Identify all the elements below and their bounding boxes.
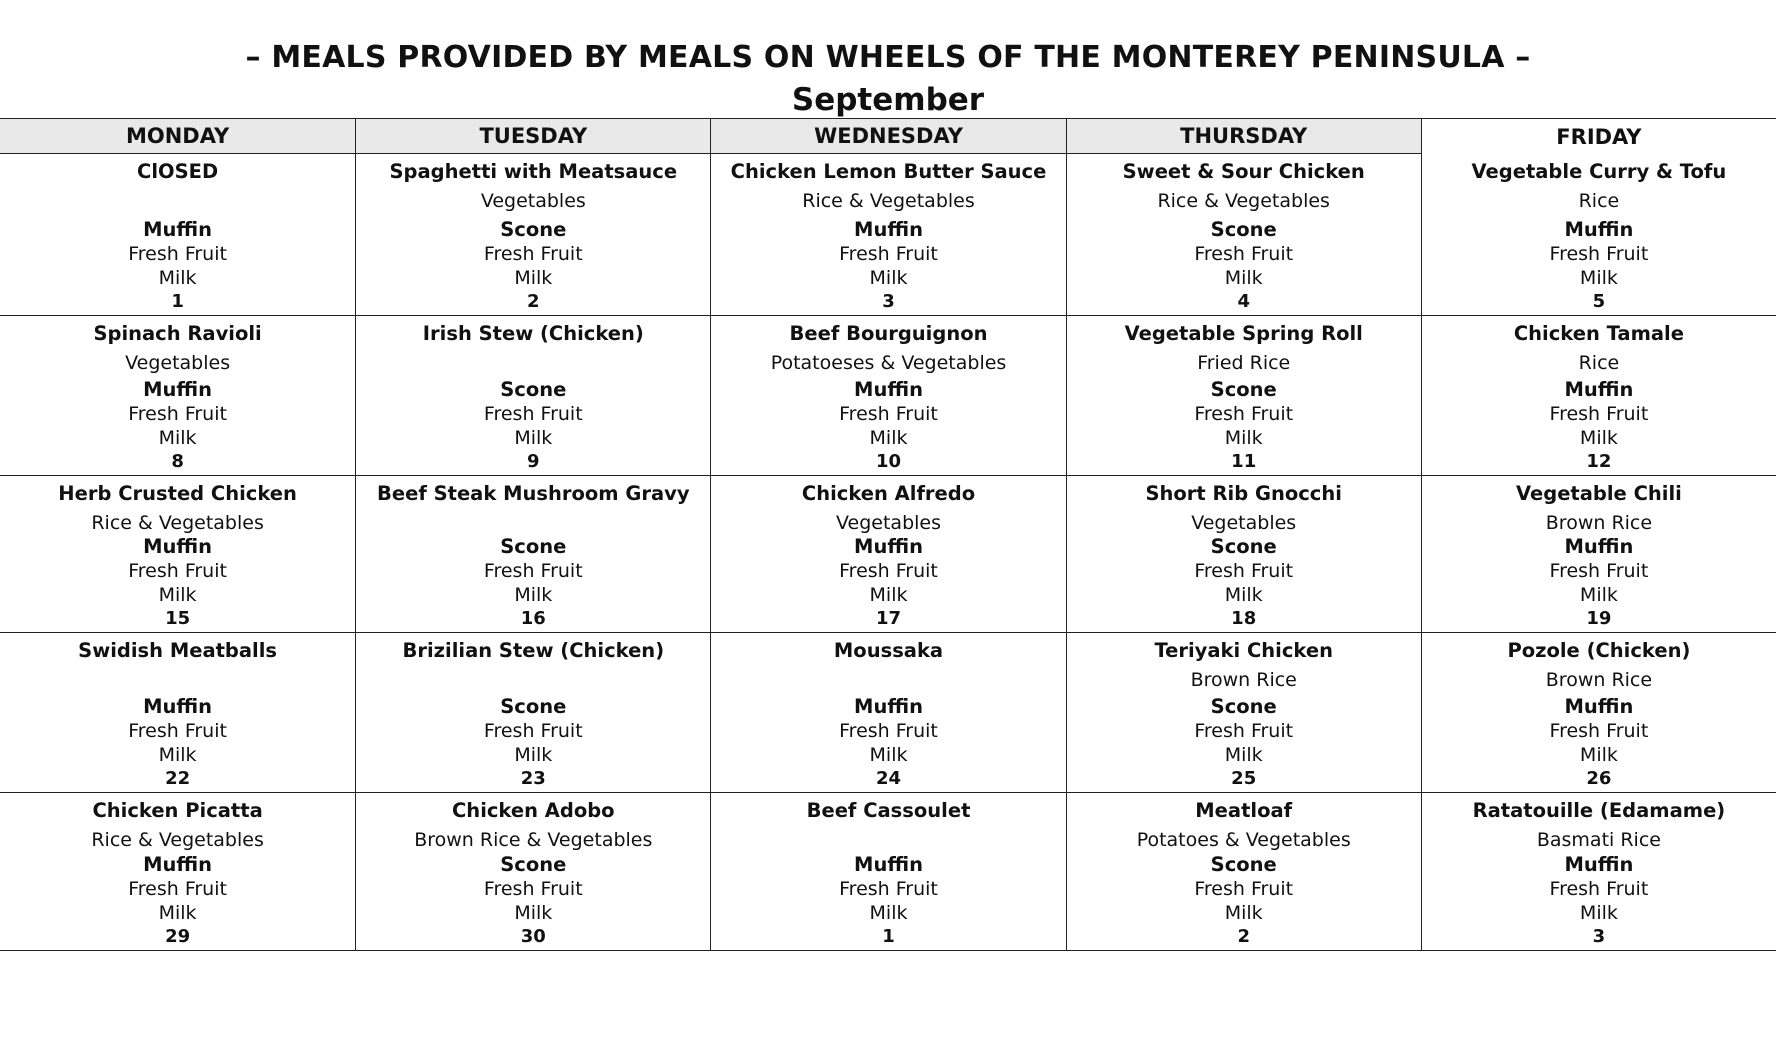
meal-extras xyxy=(0,853,355,949)
date-number: 18 xyxy=(1231,608,1257,629)
milk-item: Milk xyxy=(869,584,908,606)
day-cell xyxy=(1066,476,1421,632)
entree-name: Beef Cassoulet xyxy=(806,799,971,822)
side-dish xyxy=(0,666,355,694)
side-dish: Brown Rice xyxy=(1545,512,1653,534)
day-header-friday: FRIDAY xyxy=(1421,118,1776,154)
side-dish xyxy=(356,666,710,694)
day-cell xyxy=(710,633,1065,792)
fruit-item: Fresh Fruit xyxy=(128,403,227,425)
date-number: 17 xyxy=(875,608,902,629)
meal-calendar xyxy=(0,118,1776,951)
milk-item: Milk xyxy=(869,744,908,766)
milk-item: Milk xyxy=(1579,902,1618,924)
day-cell xyxy=(355,316,710,475)
date-number: 4 xyxy=(1237,291,1250,312)
milk-item: Milk xyxy=(1579,427,1618,449)
bread-item: Muffin xyxy=(1564,853,1634,876)
fruit-item: Fresh Fruit xyxy=(839,878,938,900)
milk-item: Milk xyxy=(158,584,197,606)
meal-extras xyxy=(356,695,710,791)
meal-extras xyxy=(1067,218,1421,314)
day-cell xyxy=(1421,316,1776,475)
side-dish: Vegetables xyxy=(836,512,941,534)
calendar-weeks xyxy=(0,154,1776,951)
milk-item: Milk xyxy=(514,427,553,449)
fruit-item: Fresh Fruit xyxy=(128,243,227,265)
side-dish: Basmati Rice xyxy=(1536,829,1661,851)
date-number: 10 xyxy=(875,451,902,472)
side-dish: Rice & Vegetables xyxy=(91,829,264,851)
fruit-item: Fresh Fruit xyxy=(1549,878,1649,900)
date-number: 24 xyxy=(875,768,902,789)
side-dish xyxy=(711,826,1065,854)
fruit-item: Fresh Fruit xyxy=(839,720,938,742)
day-cell xyxy=(710,154,1065,315)
date-number: 3 xyxy=(1592,926,1606,947)
meal-extras xyxy=(711,218,1065,314)
fruit-item: Fresh Fruit xyxy=(1194,403,1294,425)
fruit-item: Fresh Fruit xyxy=(483,560,583,582)
bread-item: Muffin xyxy=(854,853,923,876)
date-number: 2 xyxy=(1237,926,1250,947)
milk-item: Milk xyxy=(158,427,197,449)
entree-name: Teriyaki Chicken xyxy=(1154,639,1333,662)
fruit-item: Fresh Fruit xyxy=(839,243,938,265)
milk-item: Milk xyxy=(1579,584,1618,606)
milk-item: Milk xyxy=(158,267,197,289)
side-dish: Rice xyxy=(1578,190,1620,212)
milk-item: Milk xyxy=(514,902,553,924)
bread-item: Scone xyxy=(500,695,567,718)
side-dish: Potatoeses & Vegetables xyxy=(770,352,1007,374)
entree-name: Herb Crusted Chicken xyxy=(58,482,297,505)
meal-extras xyxy=(1067,853,1421,949)
milk-item: Milk xyxy=(1224,744,1263,766)
side-dish: Vegetables xyxy=(1191,512,1297,534)
meal-extras xyxy=(356,218,710,314)
date-number: 9 xyxy=(527,451,540,472)
bread-item: Muffin xyxy=(143,853,213,876)
fruit-item: Fresh Fruit xyxy=(1194,878,1294,900)
fruit-item: Fresh Fruit xyxy=(483,878,583,900)
entree-name: Beef Bourguignon xyxy=(789,322,988,345)
day-cell xyxy=(1421,793,1776,950)
entree-name: Chicken Tamale xyxy=(1513,322,1684,345)
fruit-item: Fresh Fruit xyxy=(128,720,227,742)
bread-item: Muffin xyxy=(854,378,923,401)
side-dish: Brown Rice xyxy=(1190,669,1297,691)
meal-extras xyxy=(1067,535,1421,631)
day-cell xyxy=(0,316,355,475)
meal-extras xyxy=(356,378,710,474)
date-number: 1 xyxy=(171,291,184,312)
bread-item: Muffin xyxy=(1564,218,1634,241)
date-number: 16 xyxy=(520,608,546,629)
milk-item: Milk xyxy=(158,902,197,924)
milk-item: Milk xyxy=(869,267,908,289)
bread-item: Scone xyxy=(1210,218,1277,241)
bread-item: Muffin xyxy=(854,695,923,718)
fruit-item: Fresh Fruit xyxy=(483,403,583,425)
meal-extras xyxy=(1422,378,1776,474)
date-number: 11 xyxy=(1231,451,1257,472)
day-cell xyxy=(0,154,355,315)
date-number: 5 xyxy=(1592,291,1606,312)
milk-item: Milk xyxy=(869,427,908,449)
bread-item: Scone xyxy=(1210,378,1277,401)
entree-name: Sweet & Sour Chicken xyxy=(1122,160,1365,183)
entree-name: Chicken Alfredo xyxy=(801,482,976,505)
date-number: 30 xyxy=(520,926,546,947)
side-dish xyxy=(0,187,355,215)
milk-item: Milk xyxy=(514,744,553,766)
day-cell xyxy=(0,793,355,950)
bread-item: Scone xyxy=(1210,535,1277,558)
side-dish: Potatoes & Vegetables xyxy=(1136,829,1351,851)
day-cell xyxy=(1421,633,1776,792)
week-row xyxy=(0,476,1776,633)
milk-item: Milk xyxy=(1224,902,1263,924)
date-number: 22 xyxy=(165,768,191,789)
day-cell xyxy=(1066,633,1421,792)
entree-name: Spinach Ravioli xyxy=(93,322,262,345)
date-number: 19 xyxy=(1586,608,1612,629)
fruit-item: Fresh Fruit xyxy=(483,243,583,265)
date-number: 15 xyxy=(165,608,191,629)
day-header-wednesday: WEDNESDAY xyxy=(710,118,1065,154)
entree-name: Short Rib Gnocchi xyxy=(1145,482,1342,505)
fruit-item: Fresh Fruit xyxy=(1194,720,1294,742)
milk-item: Milk xyxy=(158,744,197,766)
fruit-item: Fresh Fruit xyxy=(839,560,938,582)
entree-name: Vegetable Chili xyxy=(1516,482,1682,505)
week-row xyxy=(0,316,1776,476)
side-dish: Brown Rice xyxy=(1545,669,1653,691)
day-cell xyxy=(710,316,1065,475)
milk-item: Milk xyxy=(869,902,908,924)
bread-item: Muffin xyxy=(1564,535,1634,558)
side-dish: Rice xyxy=(1578,352,1620,374)
side-dish: Brown Rice & Vegetables xyxy=(414,829,653,851)
week-row xyxy=(0,793,1776,951)
meal-extras xyxy=(711,853,1065,949)
meal-extras xyxy=(1422,695,1776,791)
bread-item: Muffin xyxy=(1564,378,1634,401)
entree-name: Meatloaf xyxy=(1195,799,1293,822)
meal-extras xyxy=(0,535,355,631)
day-cell xyxy=(1066,316,1421,475)
meal-extras xyxy=(1067,378,1421,474)
day-cell xyxy=(1421,154,1776,315)
day-cell xyxy=(355,793,710,950)
fruit-item: Fresh Fruit xyxy=(1549,560,1649,582)
fruit-item: Fresh Fruit xyxy=(1549,243,1649,265)
day-header-row xyxy=(0,118,1776,154)
day-header-tuesday: TUESDAY xyxy=(355,118,710,154)
date-number: 1 xyxy=(882,926,895,947)
fruit-item: Fresh Fruit xyxy=(839,403,938,425)
entree-name: ClOSED xyxy=(137,160,219,183)
meal-extras xyxy=(0,218,355,314)
meal-extras xyxy=(356,853,710,949)
bread-item: Muffin xyxy=(143,695,213,718)
milk-item: Milk xyxy=(1224,427,1263,449)
entree-name: Swidish Meatballs xyxy=(78,639,278,662)
meal-extras xyxy=(0,378,355,474)
entree-name: Chicken Adobo xyxy=(452,799,615,822)
meal-extras xyxy=(1067,695,1421,791)
side-dish: Fried Rice xyxy=(1197,352,1291,374)
bread-item: Muffin xyxy=(143,378,213,401)
meal-extras xyxy=(1422,218,1776,314)
meal-extras xyxy=(711,378,1065,474)
side-dish: Rice & Vegetables xyxy=(802,190,975,212)
day-header-monday: MONDAY xyxy=(0,118,355,154)
day-cell xyxy=(710,793,1065,950)
fruit-item: Fresh Fruit xyxy=(1194,243,1294,265)
milk-item: Milk xyxy=(514,584,553,606)
meal-extras xyxy=(1422,853,1776,949)
milk-item: Milk xyxy=(514,267,553,289)
entree-name: Chicken Lemon Butter Sauce xyxy=(730,160,1047,183)
side-dish: Vegetables xyxy=(480,190,586,212)
entree-name: Chicken Picatta xyxy=(92,799,263,822)
side-dish: Rice & Vegetables xyxy=(91,512,264,534)
entree-name: Spaghetti with Meatsauce xyxy=(389,160,678,183)
entree-name: Brizilian Stew (Chicken) xyxy=(402,639,665,662)
bread-item: Muffin xyxy=(143,535,213,558)
meal-extras xyxy=(356,535,710,631)
meal-extras xyxy=(1422,535,1776,631)
day-cell xyxy=(355,154,710,315)
side-dish: Vegetables xyxy=(125,352,231,374)
milk-item: Milk xyxy=(1579,744,1618,766)
date-number: 29 xyxy=(165,926,191,947)
day-cell xyxy=(355,476,710,632)
bread-item: Scone xyxy=(500,535,567,558)
side-dish xyxy=(356,509,710,537)
day-cell xyxy=(0,476,355,632)
day-cell xyxy=(0,633,355,792)
milk-item: Milk xyxy=(1579,267,1618,289)
day-header-thursday: THURSDAY xyxy=(1066,118,1421,154)
day-cell xyxy=(355,633,710,792)
date-number: 25 xyxy=(1231,768,1257,789)
entree-name: Irish Stew (Chicken) xyxy=(422,322,644,345)
fruit-item: Fresh Fruit xyxy=(1194,560,1294,582)
bread-item: Scone xyxy=(500,218,567,241)
meal-extras xyxy=(711,695,1065,791)
bread-item: Muffin xyxy=(854,535,923,558)
side-dish xyxy=(356,349,710,377)
bread-item: Scone xyxy=(1210,695,1277,718)
week-row xyxy=(0,633,1776,793)
month-title: September xyxy=(791,82,985,118)
week-row xyxy=(0,154,1776,316)
day-cell xyxy=(1066,154,1421,315)
bread-item: Scone xyxy=(1210,853,1277,876)
fruit-item: Fresh Fruit xyxy=(128,878,227,900)
day-cell xyxy=(1066,793,1421,950)
bread-item: Scone xyxy=(500,853,567,876)
entree-name: Beef Steak Mushroom Gravy xyxy=(377,482,690,505)
bread-item: Muffin xyxy=(143,218,213,241)
entree-name: Ratatouille (Edamame) xyxy=(1472,799,1726,822)
date-number: 12 xyxy=(1586,451,1612,472)
date-number: 26 xyxy=(1586,768,1612,789)
milk-item: Milk xyxy=(1224,267,1263,289)
bread-item: Scone xyxy=(500,378,567,401)
entree-name: Pozole (Chicken) xyxy=(1507,639,1691,662)
page-title: – MEALS PROVIDED BY MEALS ON WHEELS OF THE MONTEREY PENINSULA – xyxy=(245,40,1531,75)
date-number: 2 xyxy=(527,291,540,312)
bread-item: Muffin xyxy=(1564,695,1634,718)
date-number: 8 xyxy=(171,451,184,472)
fruit-item: Fresh Fruit xyxy=(128,560,227,582)
entree-name: Vegetable Curry & Tofu xyxy=(1471,160,1727,183)
entree-name: Moussaka xyxy=(833,639,944,662)
bread-item: Muffin xyxy=(854,218,923,241)
side-dish: Rice & Vegetables xyxy=(1157,190,1330,212)
day-cell xyxy=(710,476,1065,632)
fruit-item: Fresh Fruit xyxy=(483,720,583,742)
day-cell xyxy=(1421,476,1776,632)
date-number: 23 xyxy=(520,768,546,789)
page-header xyxy=(0,36,1776,120)
meal-extras xyxy=(0,695,355,791)
milk-item: Milk xyxy=(1224,584,1263,606)
date-number: 3 xyxy=(882,291,895,312)
fruit-item: Fresh Fruit xyxy=(1549,720,1649,742)
entree-name: Vegetable Spring Roll xyxy=(1124,322,1363,345)
meal-extras xyxy=(711,535,1065,631)
side-dish xyxy=(711,666,1065,694)
fruit-item: Fresh Fruit xyxy=(1549,403,1649,425)
